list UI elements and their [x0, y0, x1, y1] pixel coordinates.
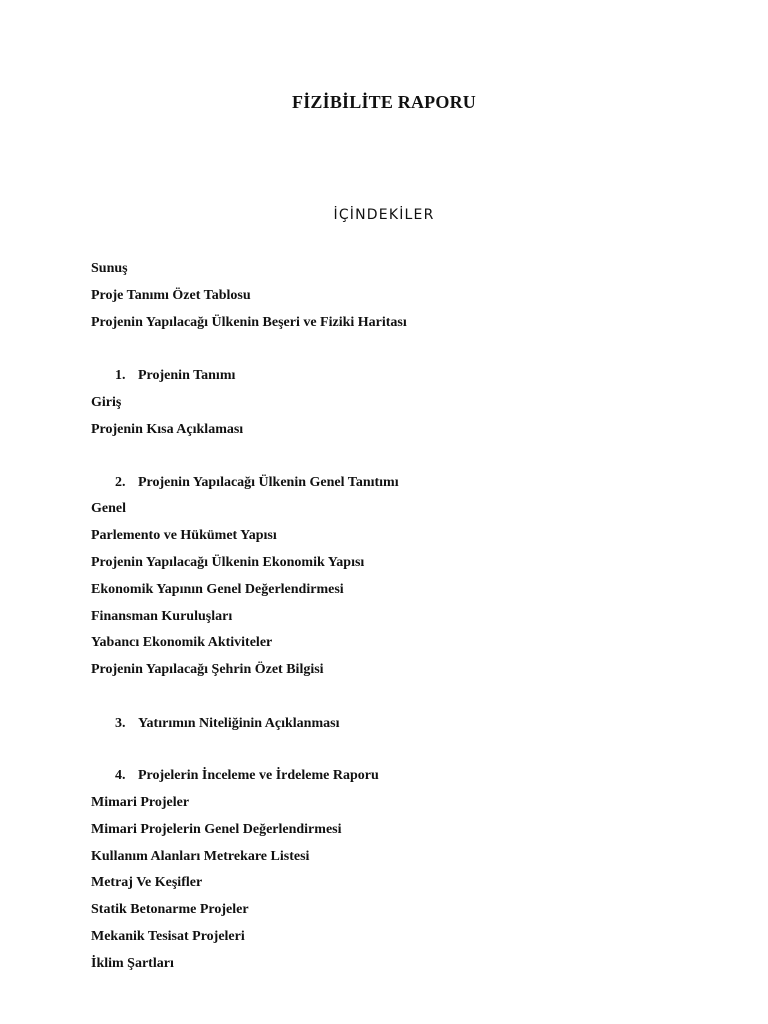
toc-section [115, 716, 339, 732]
toc-entry: İklim Şartları [91, 956, 174, 971]
toc-entry: Metraj Ve Keşifler [91, 875, 203, 890]
toc-section-number: 3. [115, 716, 126, 731]
toc-heading: İÇİNDEKİLER [333, 207, 435, 223]
toc-entry: Ekonomik Yapının Genel Değerlendirmesi [91, 582, 344, 597]
toc-section-number: 4. [115, 768, 126, 783]
toc-section [115, 368, 235, 384]
toc-section [115, 475, 399, 491]
toc-entry: Projenin Yapılacağı Şehrin Özet Bilgisi [91, 662, 324, 677]
toc-entry: Proje Tanımı Özet Tablosu [91, 288, 251, 303]
toc-entry: Finansman Kuruluşları [91, 609, 233, 624]
toc-section-title: Projenin Yapılacağı Ülkenin Genel Tanıtımı [138, 475, 399, 490]
toc-entry: Giriş [91, 395, 122, 410]
toc-entry: Projenin Yapılacağı Ülkenin Ekonomik Yapısı [91, 555, 365, 570]
toc-section-title: Projenin Tanımı [138, 368, 236, 383]
toc-section-title: Yatırımın Niteliğinin Açıklanması [138, 716, 340, 731]
toc-entry: Projenin Yapılacağı Ülkenin Beşeri ve Fiziki Haritası [91, 315, 407, 330]
toc-entry: Mekanik Tesisat Projeleri [91, 929, 245, 944]
toc-entry: Mimari Projelerin Genel Değerlendirmesi [91, 822, 342, 837]
toc-entry: Kullanım Alanları Metrekare Listesi [91, 849, 310, 864]
toc-entry: Sunuş [91, 261, 128, 276]
toc-section-number: 1. [115, 368, 126, 383]
document-title: FİZİBİLİTE RAPORU [292, 92, 476, 112]
toc-section [115, 768, 379, 784]
toc-section-number: 2. [115, 475, 126, 490]
toc-entry: Genel [91, 501, 126, 516]
toc-section-title: Projelerin İnceleme ve İrdeleme Raporu [138, 768, 379, 783]
toc-entry: Yabancı Ekonomik Aktiviteler [91, 635, 273, 650]
toc-entry: Mimari Projeler [91, 795, 190, 810]
toc-entry: Projenin Kısa Açıklaması [91, 422, 244, 437]
toc-entry: Parlemento ve Hükümet Yapısı [91, 528, 277, 543]
toc-entry: Statik Betonarme Projeler [91, 902, 249, 917]
